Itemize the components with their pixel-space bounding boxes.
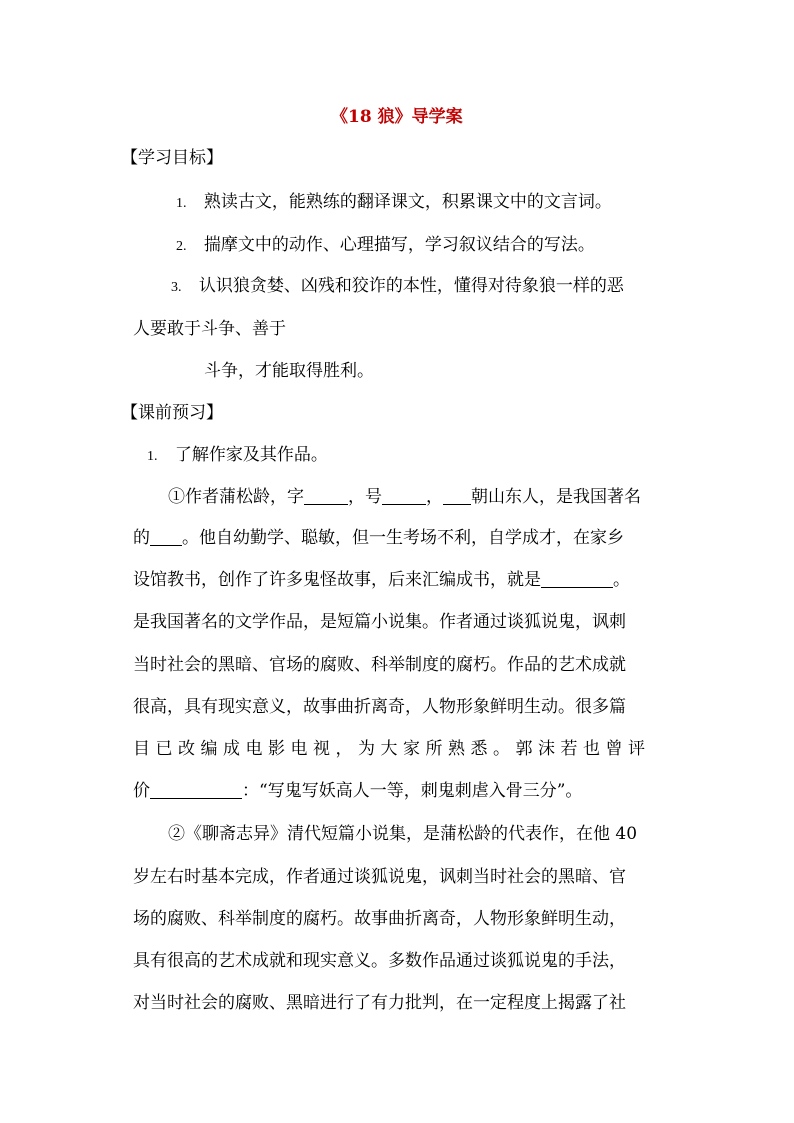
paragraph-1-line: 目已改编成电影电视，为大家所熟悉。郭沫若也曾评	[133, 739, 651, 759]
paragraph-2-line: 对当时社会的腐败、黑暗进行了有力批判，在一定程度上揭露了社	[133, 993, 626, 1013]
goal-item-2	[176, 234, 595, 258]
goal-text: 熟读古文，能熟练的翻译课文，积累课文中的文言词。	[203, 192, 612, 212]
preview-number: 1.	[147, 449, 158, 464]
paragraph-2-line: 场的腐败、科举制度的腐朽。故事曲折离奇，人物形象鲜明生动，	[133, 909, 626, 929]
fill-blank[interactable]	[443, 487, 471, 505]
paragraph-1-line: 当时社会的黑暗、官场的腐败、科举制度的腐朽。作品的艺术成就	[133, 655, 626, 675]
goal-item-3-continuation: 人要敢于斗争、善于	[133, 319, 286, 339]
page-title: 《18 狼》导学案	[331, 107, 463, 127]
paragraph-1-line: 的 。他自幼勤学、聪敏，但一生考场不利，自学成才，在家乡	[133, 528, 624, 548]
goal-item-1	[176, 191, 612, 215]
paragraph-2-line: ②《聊斋志异》清代短篇小说集，是蒲松龄的代表作，在他 40	[168, 824, 638, 844]
paragraph-1-line: ①作者蒲松龄，字 ，号 ， 朝山东人，是我国著名	[168, 487, 641, 507]
preview-item-1	[147, 444, 328, 468]
fill-blank[interactable]	[150, 528, 182, 546]
paragraph-1-line: 是我国著名的文学作品，是短篇小说集。作者通过谈狐说鬼，讽刺	[133, 612, 626, 632]
goal-number: 3.	[171, 280, 182, 295]
goal-text: 认识狼贪婪、凶残和狡诈的本性，懂得对待象狼一样的恶	[198, 276, 624, 296]
section-heading-goals: 【学习目标】	[121, 148, 223, 168]
fill-blank[interactable]	[541, 570, 613, 588]
goal-number: 2.	[176, 239, 187, 254]
fill-blank[interactable]	[304, 487, 348, 505]
goal-item-3	[171, 275, 624, 299]
paragraph-1-line: 设馆教书，创作了许多鬼怪故事，后来汇编成书，就是 。	[133, 570, 630, 590]
fill-blank[interactable]	[382, 487, 426, 505]
section-heading-preview: 【课前预习】	[121, 403, 223, 423]
goal-number: 1.	[176, 196, 187, 211]
goal-item-3-continuation: 斗争，才能取得胜利。	[204, 361, 374, 381]
preview-text: 了解作家及其作品。	[174, 445, 328, 465]
paragraph-1-line: 价 ：“写鬼写妖高人一等，刺鬼刺虐入骨三分”。	[133, 781, 583, 801]
paragraph-1-line: 很高，具有现实意义，故事曲折离奇，人物形象鲜明生动。很多篇	[133, 697, 626, 717]
paragraph-2-line: 具有很高的艺术成就和现实意义。多数作品通过谈狐说鬼的手法，	[133, 951, 626, 971]
goal-text: 揣摩文中的动作、心理描写，学习叙议结合的写法。	[203, 235, 595, 255]
paragraph-2-line: 岁左右时基本完成，作者通过谈狐说鬼，讽刺当时社会的黑暗、官	[133, 867, 626, 887]
fill-blank[interactable]	[150, 781, 242, 799]
